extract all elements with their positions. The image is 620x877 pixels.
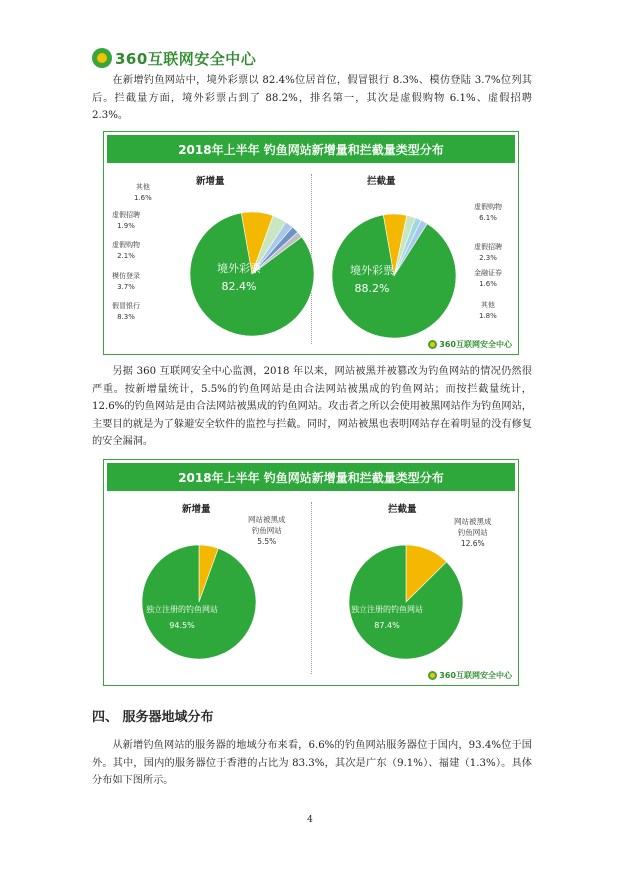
label-r-overseas-lottery: 境外彩票 88.2% — [350, 264, 394, 295]
figure-type-distribution — [103, 131, 519, 355]
logo-icon — [92, 48, 112, 68]
paragraph-2 — [92, 363, 532, 451]
label-imitate-login: 模仿登录 3.7% — [112, 272, 140, 291]
label-r-finance: 金融证券 1.6% — [474, 269, 502, 288]
label-hacked-new: 网站被黑成 钓鱼网站 5.5% — [248, 515, 286, 546]
chart-subtitle-blocked: 拦截量 — [367, 176, 396, 187]
paragraph-2-text: 另据 360 互联网安全中心监测，2018 年以来，网站被黑并被篡改为钓鱼网站的情况仍然很严重。按新增量统计，5.5%的钓鱼网站是由合法网站被黑成的钓鱼网站；而按拦截量统计，12.6%的钓鱼网站是由合法网站被黑成的钓鱼网站。攻击者之所以会使用被黑网站作为钓鱼网站，主要目的就是为了躲避安全软件的监控与拦截。同时，网站被黑也表明网站存在着明显的没有修复的安全漏洞。 — [92, 366, 532, 447]
label-r-fake-shopping: 虚假购物 6.1% — [474, 203, 502, 222]
watermark-icon — [428, 340, 437, 349]
label-overseas-lottery: 境外彩票 82.4% — [217, 262, 261, 293]
section-heading: 四、 服务器地域分布 — [92, 710, 214, 725]
header-logo — [92, 47, 256, 69]
label-fake-recruit: 虚假招聘 1.9% — [112, 211, 140, 230]
label-independent-blocked: 独立注册的钓鱼网站 87.4% — [351, 605, 423, 630]
logo-text: 360互联网安全中心 — [115, 49, 257, 68]
figure-title-2: 2018年上半年 钓鱼网站新增量和拦截量类型分布 — [107, 463, 515, 491]
label-fake-bank: 假冒银行 8.3% — [112, 302, 140, 321]
label-r-other: 其他 1.8% — [479, 301, 497, 320]
paragraph-1-text: 在新增钓鱼网站中，境外彩票以 82.4%位居首位，假冒银行 8.3%、模仿登陆 3.7%位列其后。拦截量方面，境外彩票占到了 88.2%，排名第一，其次是虚假购物 6.1%、虚假招聘 2.3%。 — [92, 75, 532, 121]
pie-chart-blocked-hacked — [104, 460, 518, 685]
page-number: 4 — [307, 815, 313, 825]
label-other: 其他 1.6% — [134, 183, 152, 202]
pie-chart-blocked-types — [104, 132, 518, 354]
paragraph-3 — [92, 737, 532, 790]
paragraph-1 — [92, 72, 532, 125]
watermark-icon-2 — [428, 671, 437, 680]
label-r-fake-recruit: 虚假招聘 2.3% — [474, 243, 502, 262]
figure-watermark-2: 360互联网安全中心 — [428, 670, 512, 681]
figure-hacked-distribution — [103, 459, 519, 686]
figure-watermark: 360互联网安全中心 — [428, 339, 512, 350]
chart-subtitle-new-2: 新增量 — [182, 504, 211, 515]
paragraph-3-text: 从新增钓鱼网站的服务器的地域分布来看，6.6%的钓鱼网站服务器位于国内，93.4%位于国外。其中，国内的服务器位于香港的占比为 83.3%，其次是广东（9.1%）、福建（1.3%）。具体分布如下图所示。 — [92, 740, 532, 786]
chart-subtitle-blocked-2: 拦截量 — [388, 504, 417, 515]
label-hacked-blocked: 网站被黑成 钓鱼网站 12.6% — [454, 517, 492, 548]
chart-subtitle-new: 新增量 — [196, 176, 225, 187]
label-independent-new: 独立注册的钓鱼网站 94.5% — [146, 605, 218, 630]
label-fake-shopping: 虚假购物 2.1% — [112, 241, 140, 260]
figure-title: 2018年上半年 钓鱼网站新增量和拦截量类型分布 — [107, 135, 515, 163]
